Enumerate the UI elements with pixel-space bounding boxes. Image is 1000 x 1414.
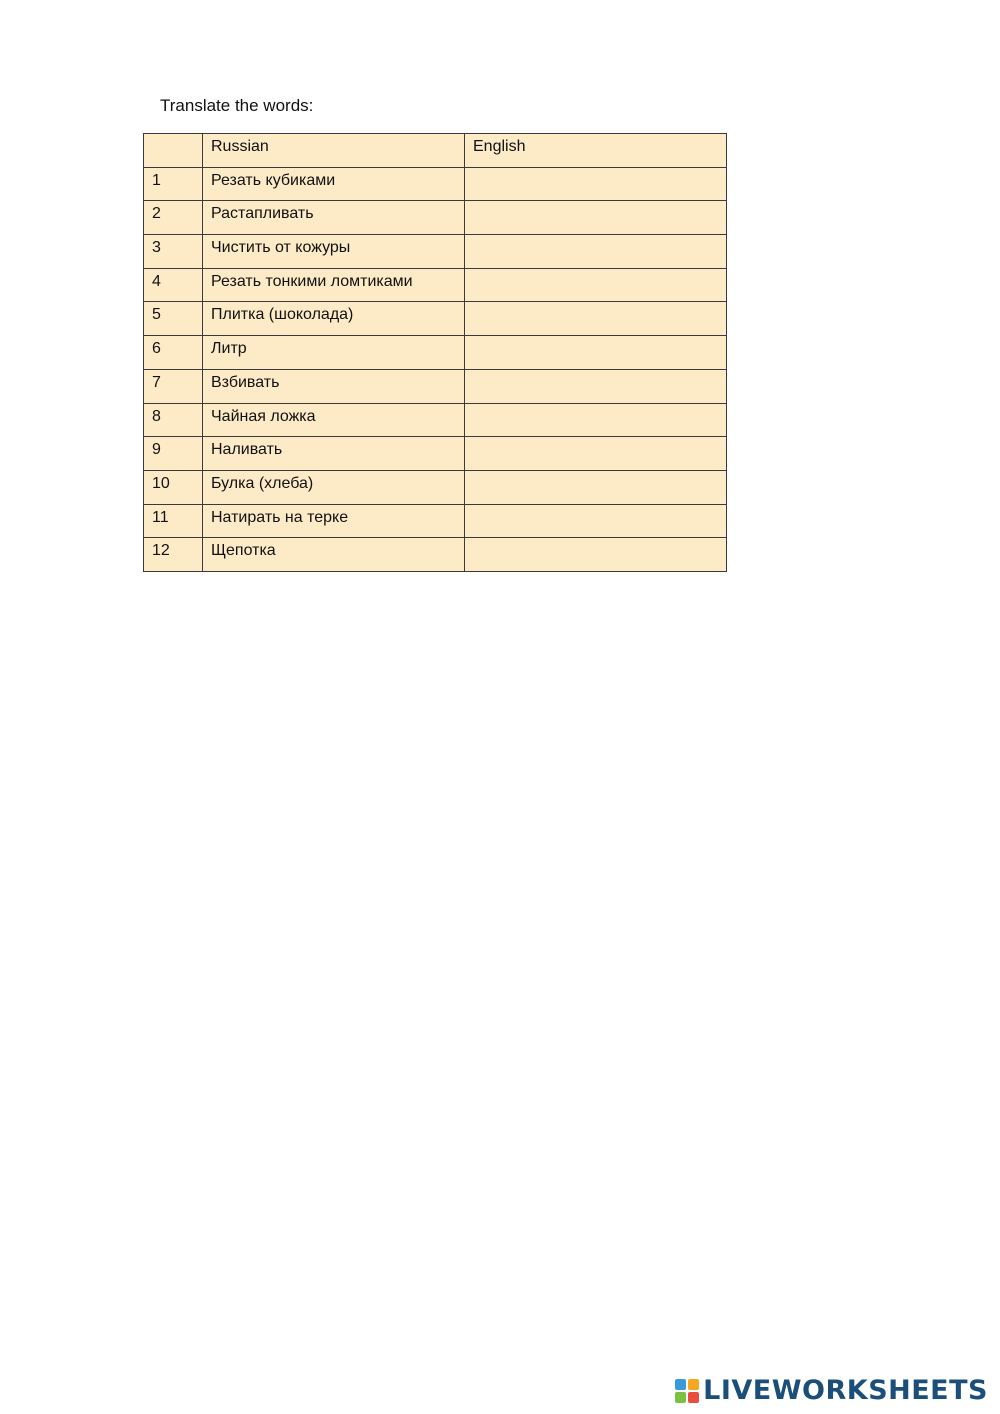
english-answer-field[interactable]	[465, 538, 727, 572]
vocabulary-table	[143, 133, 727, 572]
row-number: 1	[144, 167, 203, 201]
logo-text: LIVEWORKSHEETS	[703, 1375, 988, 1406]
english-answer-field[interactable]	[465, 437, 727, 471]
header-english: English	[465, 134, 727, 168]
instruction-text: Translate the words:	[160, 96, 314, 115]
row-number: 5	[144, 302, 203, 336]
table-row	[144, 336, 727, 370]
row-number: 6	[144, 336, 203, 370]
english-answer-field[interactable]	[465, 470, 727, 504]
logo-square	[675, 1379, 686, 1390]
table-row	[144, 538, 727, 572]
table-row	[144, 369, 727, 403]
row-number: 8	[144, 403, 203, 437]
russian-word: Натирать на терке	[203, 504, 465, 538]
table-row	[144, 470, 727, 504]
english-answer-field[interactable]	[465, 302, 727, 336]
table-row	[144, 403, 727, 437]
row-number: 3	[144, 235, 203, 269]
russian-word: Взбивать	[203, 369, 465, 403]
russian-word: Щепотка	[203, 538, 465, 572]
row-number: 2	[144, 201, 203, 235]
russian-word: Литр	[203, 336, 465, 370]
logo-square	[688, 1392, 699, 1403]
english-answer-field[interactable]	[465, 403, 727, 437]
logo-mark-icon	[675, 1379, 699, 1403]
russian-word: Чистить от кожуры	[203, 235, 465, 269]
table-row	[144, 167, 727, 201]
table-header-row	[144, 134, 727, 168]
row-number: 9	[144, 437, 203, 471]
row-number: 11	[144, 504, 203, 538]
row-number: 7	[144, 369, 203, 403]
english-answer-field[interactable]	[465, 369, 727, 403]
english-answer-field[interactable]	[465, 504, 727, 538]
english-answer-field[interactable]	[465, 235, 727, 269]
table-row	[144, 302, 727, 336]
english-answer-field[interactable]	[465, 167, 727, 201]
russian-word: Булка (хлеба)	[203, 470, 465, 504]
table-row	[144, 201, 727, 235]
header-russian: Russian	[203, 134, 465, 168]
row-number: 4	[144, 268, 203, 302]
logo-square	[688, 1379, 699, 1390]
russian-word: Растапливать	[203, 201, 465, 235]
table-row	[144, 437, 727, 471]
liveworksheets-logo	[675, 1375, 988, 1406]
english-answer-field[interactable]	[465, 336, 727, 370]
table-row	[144, 235, 727, 269]
table-row	[144, 504, 727, 538]
logo-square	[675, 1392, 686, 1403]
row-number: 12	[144, 538, 203, 572]
header-number	[144, 134, 203, 168]
english-answer-field[interactable]	[465, 268, 727, 302]
russian-word: Резать тонкими ломтиками	[203, 268, 465, 302]
table-row	[144, 268, 727, 302]
row-number: 10	[144, 470, 203, 504]
russian-word: Наливать	[203, 437, 465, 471]
russian-word: Резать кубиками	[203, 167, 465, 201]
russian-word: Чайная ложка	[203, 403, 465, 437]
english-answer-field[interactable]	[465, 201, 727, 235]
russian-word: Плитка (шоколада)	[203, 302, 465, 336]
